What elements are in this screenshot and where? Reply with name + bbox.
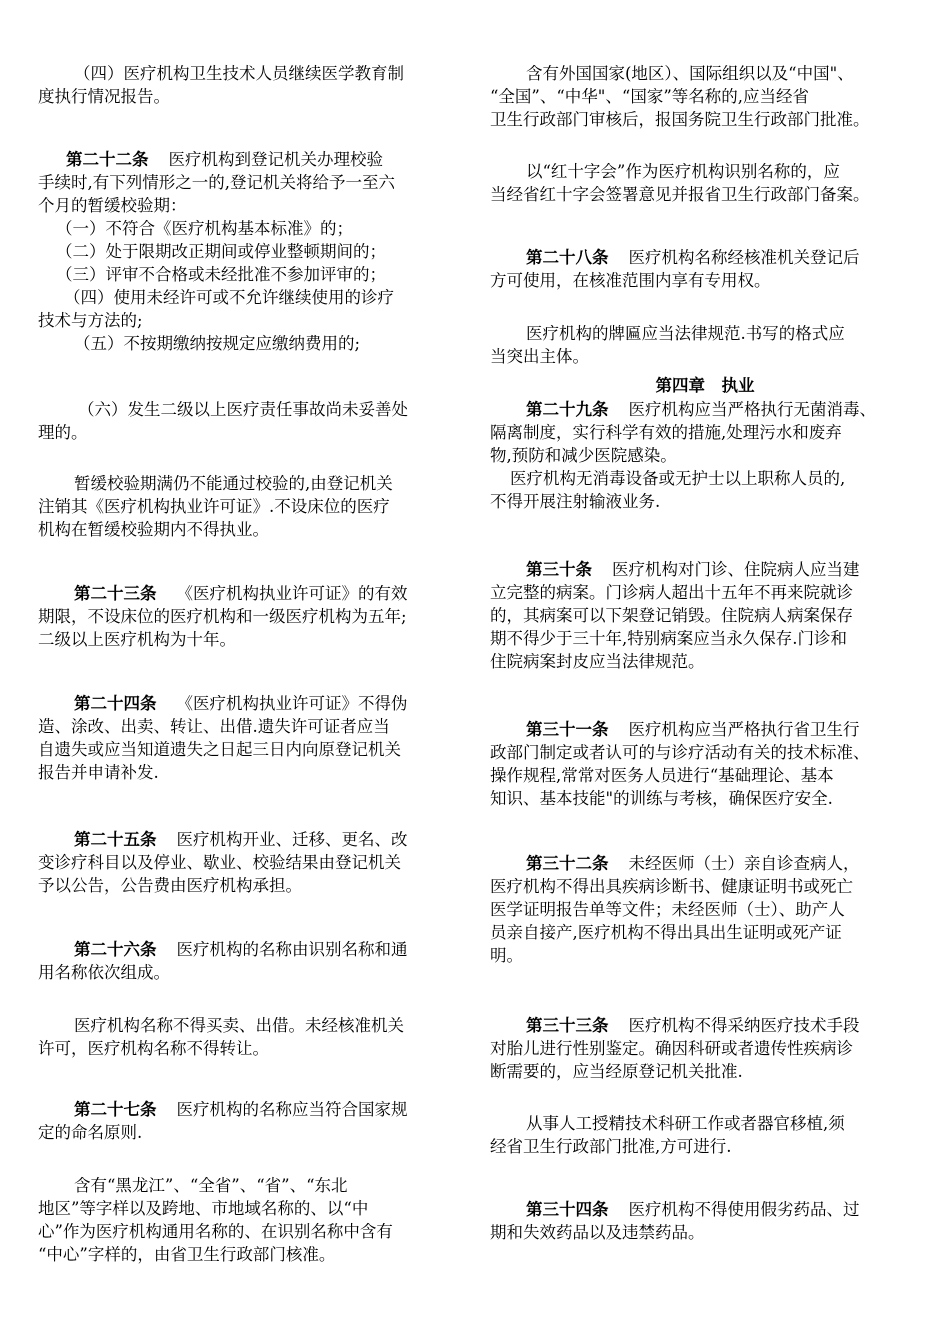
- text-line: （四）医疗机构卫生技术人员继续医学教育制: [74, 64, 404, 83]
- article-25: [38, 828, 470, 897]
- article-title: 第二十五条: [74, 830, 157, 849]
- text-line: 立完整的病案。门诊病人超出十五年不再来院就诊: [490, 583, 853, 602]
- text-line: 的，其病案可以下架登记销毁。住院病人病案保存: [490, 606, 853, 625]
- list-item: （三）评审不合格或未经批准不参加评审的；: [56, 265, 386, 284]
- list-item: （二）处于限期改正期间或停业整顿期间的；: [56, 242, 386, 261]
- article-title: 第二十二条: [66, 150, 149, 169]
- paragraph-red-cross: [490, 160, 920, 206]
- text-line: 医疗机构名称不得买卖、出借。未经核准机关: [74, 1016, 404, 1035]
- text-line: 医疗机构的名称应当符合国家规: [176, 1100, 408, 1119]
- text-line: 医疗机构名称经核准机关登记后: [628, 248, 860, 267]
- article-34: [490, 1198, 920, 1244]
- text-line: 断需要的，应当经原登记机关批准.: [490, 1062, 743, 1081]
- text-line: 定的命名原则.: [38, 1123, 143, 1142]
- text-line: 机构在暂缓校验期内不得执业。: [38, 520, 269, 539]
- text-line: 以“红十字会”作为医疗机构识别名称的，应: [526, 162, 840, 181]
- article-22-paragraph-2: [38, 472, 470, 541]
- text-line: 医疗机构应当严格执行省卫生行: [628, 720, 860, 739]
- article-27-paragraph-2: [38, 1174, 470, 1266]
- text-line: 予以公告，公告费由医疗机构承担。: [38, 876, 302, 895]
- text-line: 物,预防和减少医院感染。: [490, 446, 677, 465]
- text-line: 度执行情况报告。: [38, 87, 170, 106]
- text-line: （六）发生二级以上医疗责任事故尚未妥善处: [78, 400, 408, 419]
- text-line: 医学证明报告单等文件；未经医师（士）、助产人: [490, 900, 845, 919]
- text-line: 期限，不设床位的医疗机构和一级医疗机构为五年;: [38, 607, 407, 626]
- text-line: 手续时,有下列情形之一的,登记机关将给予一至六: [38, 173, 395, 192]
- text-line: “全国”、“中华"、“国家”等名称的,应当经省: [490, 87, 810, 106]
- text-line: 期不得少于三十年,特别病案应当永久保存.门诊和: [490, 629, 847, 648]
- article-title: 第三十二条: [526, 854, 609, 873]
- text-line: 暂缓校验期满仍不能通过校验的,由登记机关: [74, 474, 393, 493]
- article-title: 第三十条: [526, 560, 592, 579]
- article-title: 第三十四条: [526, 1200, 609, 1219]
- list-item: （五）不按期缴纳按规定应缴纳费用的;: [74, 334, 361, 353]
- list-item: （一）不符合《医疗机构基本标准》的；: [56, 219, 353, 238]
- text-line: 许可，医疗机构名称不得转让。: [38, 1039, 269, 1058]
- text-line: 未经医师（士）亲自诊查病人，: [628, 854, 860, 873]
- article-29: [490, 398, 920, 513]
- article-23: [38, 582, 470, 651]
- text-line: 造、涂改、出卖、转让、出借.遗失许可证者应当: [38, 717, 390, 736]
- article-33-paragraph-2: [490, 1112, 920, 1158]
- text-line: 医疗机构的名称由识别名称和通: [176, 940, 408, 959]
- text-line: 期和失效药品以及违禁药品。: [490, 1223, 705, 1242]
- article-title: 第二十三条: [74, 584, 157, 603]
- article-title: 第三十三条: [526, 1016, 609, 1035]
- article-28: [490, 246, 920, 292]
- text-line: 自遗失或应当知道遗失之日起三日内向原登记机关: [38, 740, 401, 759]
- text-line: 政部门制定或者认可的与诊疗活动有关的技术标准、: [490, 743, 870, 762]
- article-22: [38, 148, 470, 355]
- text-line: 医疗机构应当严格执行无菌消毒、: [628, 400, 876, 419]
- article-27: [38, 1098, 470, 1144]
- text-line: 操作规程,常常对医务人员进行“基础理论、基本: [490, 766, 834, 785]
- text-line: 报告并申请补发.: [38, 763, 159, 782]
- text-line: 二级以上医疗机构为十年。: [38, 630, 236, 649]
- text-line: 明。: [490, 946, 523, 965]
- list-item: （四）使用未经许可或不允许继续使用的诊疗: [64, 288, 394, 307]
- article-28-paragraph-2: [490, 322, 920, 368]
- text-line: 医疗机构不得使用假劣药品、过: [628, 1200, 860, 1219]
- text-line: 当经省红十字会签署意见并报省卫生行政部门备案。: [490, 185, 870, 204]
- chapter-title: 第四章 执业: [655, 376, 755, 395]
- article-33: [490, 1014, 920, 1083]
- paragraph-foreign-names: [490, 62, 920, 131]
- chapter-heading: [490, 374, 920, 397]
- article-32: [490, 852, 920, 967]
- text-line: 个月的暂缓校验期：: [38, 196, 187, 215]
- article-title: 第三十一条: [526, 720, 609, 739]
- article-title: 第二十四条: [74, 694, 157, 713]
- text-line: 含有“黑龙江”、“全省”、“省”、“东北: [74, 1176, 348, 1195]
- article-title: 第二十六条: [74, 940, 157, 959]
- article-title: 第二十八条: [526, 248, 609, 267]
- text-line: “中心”字样的，由省卫生行政部门核准。: [38, 1245, 336, 1264]
- text-line: 医疗机构到登记机关办理校验: [168, 150, 383, 169]
- text-line: 医疗机构的牌匾应当法律规范.书写的格式应: [526, 324, 845, 343]
- text-line: 变诊疗科目以及停业、歇业、校验结果由登记机关: [38, 853, 401, 872]
- text-line: 含有外国国家(地区）、国际组织以及“中国"、: [526, 64, 854, 83]
- text-line: 知识、基本技能"的训练与考核，确保医疗安全.: [490, 789, 833, 808]
- text-line: 方可使用，在核准范围内享有专用权。: [490, 271, 771, 290]
- article-31: [490, 718, 920, 810]
- text-line: 注销其《医疗机构执业许可证》.不设床位的医疗: [38, 497, 390, 516]
- text-line: 从事人工授精技术科研工作或者器官移植,须: [526, 1114, 845, 1133]
- article-26-paragraph-2: [38, 1014, 470, 1060]
- article-26: [38, 938, 470, 984]
- text-line: 医疗机构对门诊、住院病人应当建: [612, 560, 860, 579]
- text-line: 当突出主体。: [490, 347, 589, 366]
- text-line: 《医疗机构执业许可证》不得伪: [176, 694, 408, 713]
- text-line: 不得开展注射输液业务.: [490, 492, 661, 511]
- article-22-item-6: [38, 398, 470, 444]
- article-title: 第二十九条: [526, 400, 609, 419]
- text-line: 对胎儿进行性别鉴定。确因科研或者遗传性疾病诊: [490, 1039, 853, 1058]
- list-item: 技术与方法的;: [38, 311, 143, 330]
- text-line: 医疗机构不得出具疾病诊断书、健康证明书或死亡: [490, 877, 853, 896]
- text-line: 《医疗机构执业许可证》的有效: [176, 584, 408, 603]
- text-line: 隔离制度，实行科学有效的措施,处理污水和废弃: [490, 423, 842, 442]
- text-line: 住院病案封皮应当法律规范。: [490, 652, 705, 671]
- text-line: 员亲自接产,医疗机构不得出具出生证明或死产证: [490, 923, 842, 942]
- text-line: 医疗机构无消毒设备或无护士以上职称人员的,: [510, 469, 846, 488]
- text-line: 用名称依次组成。: [38, 963, 170, 982]
- text-line: 医疗机构开业、迁移、更名、改: [176, 830, 408, 849]
- text-line: 理的。: [38, 423, 88, 442]
- text-line: 经省卫生行政部门批准,方可进行.: [490, 1137, 732, 1156]
- text-line: 卫生行政部门审核后，报国务院卫生行政部门批准。: [490, 110, 870, 129]
- article-30: [490, 558, 920, 673]
- paragraph-continuing-education: [38, 62, 470, 108]
- article-24: [38, 692, 470, 784]
- article-title: 第二十七条: [74, 1100, 157, 1119]
- text-line: 医疗机构不得采纳医疗技术手段: [628, 1016, 860, 1035]
- text-line: 地区”等字样以及跨地、市地域名称的、以“中: [38, 1199, 369, 1218]
- text-line: 心”作为医疗机构通用名称的、在识别名称中含有: [38, 1222, 393, 1241]
